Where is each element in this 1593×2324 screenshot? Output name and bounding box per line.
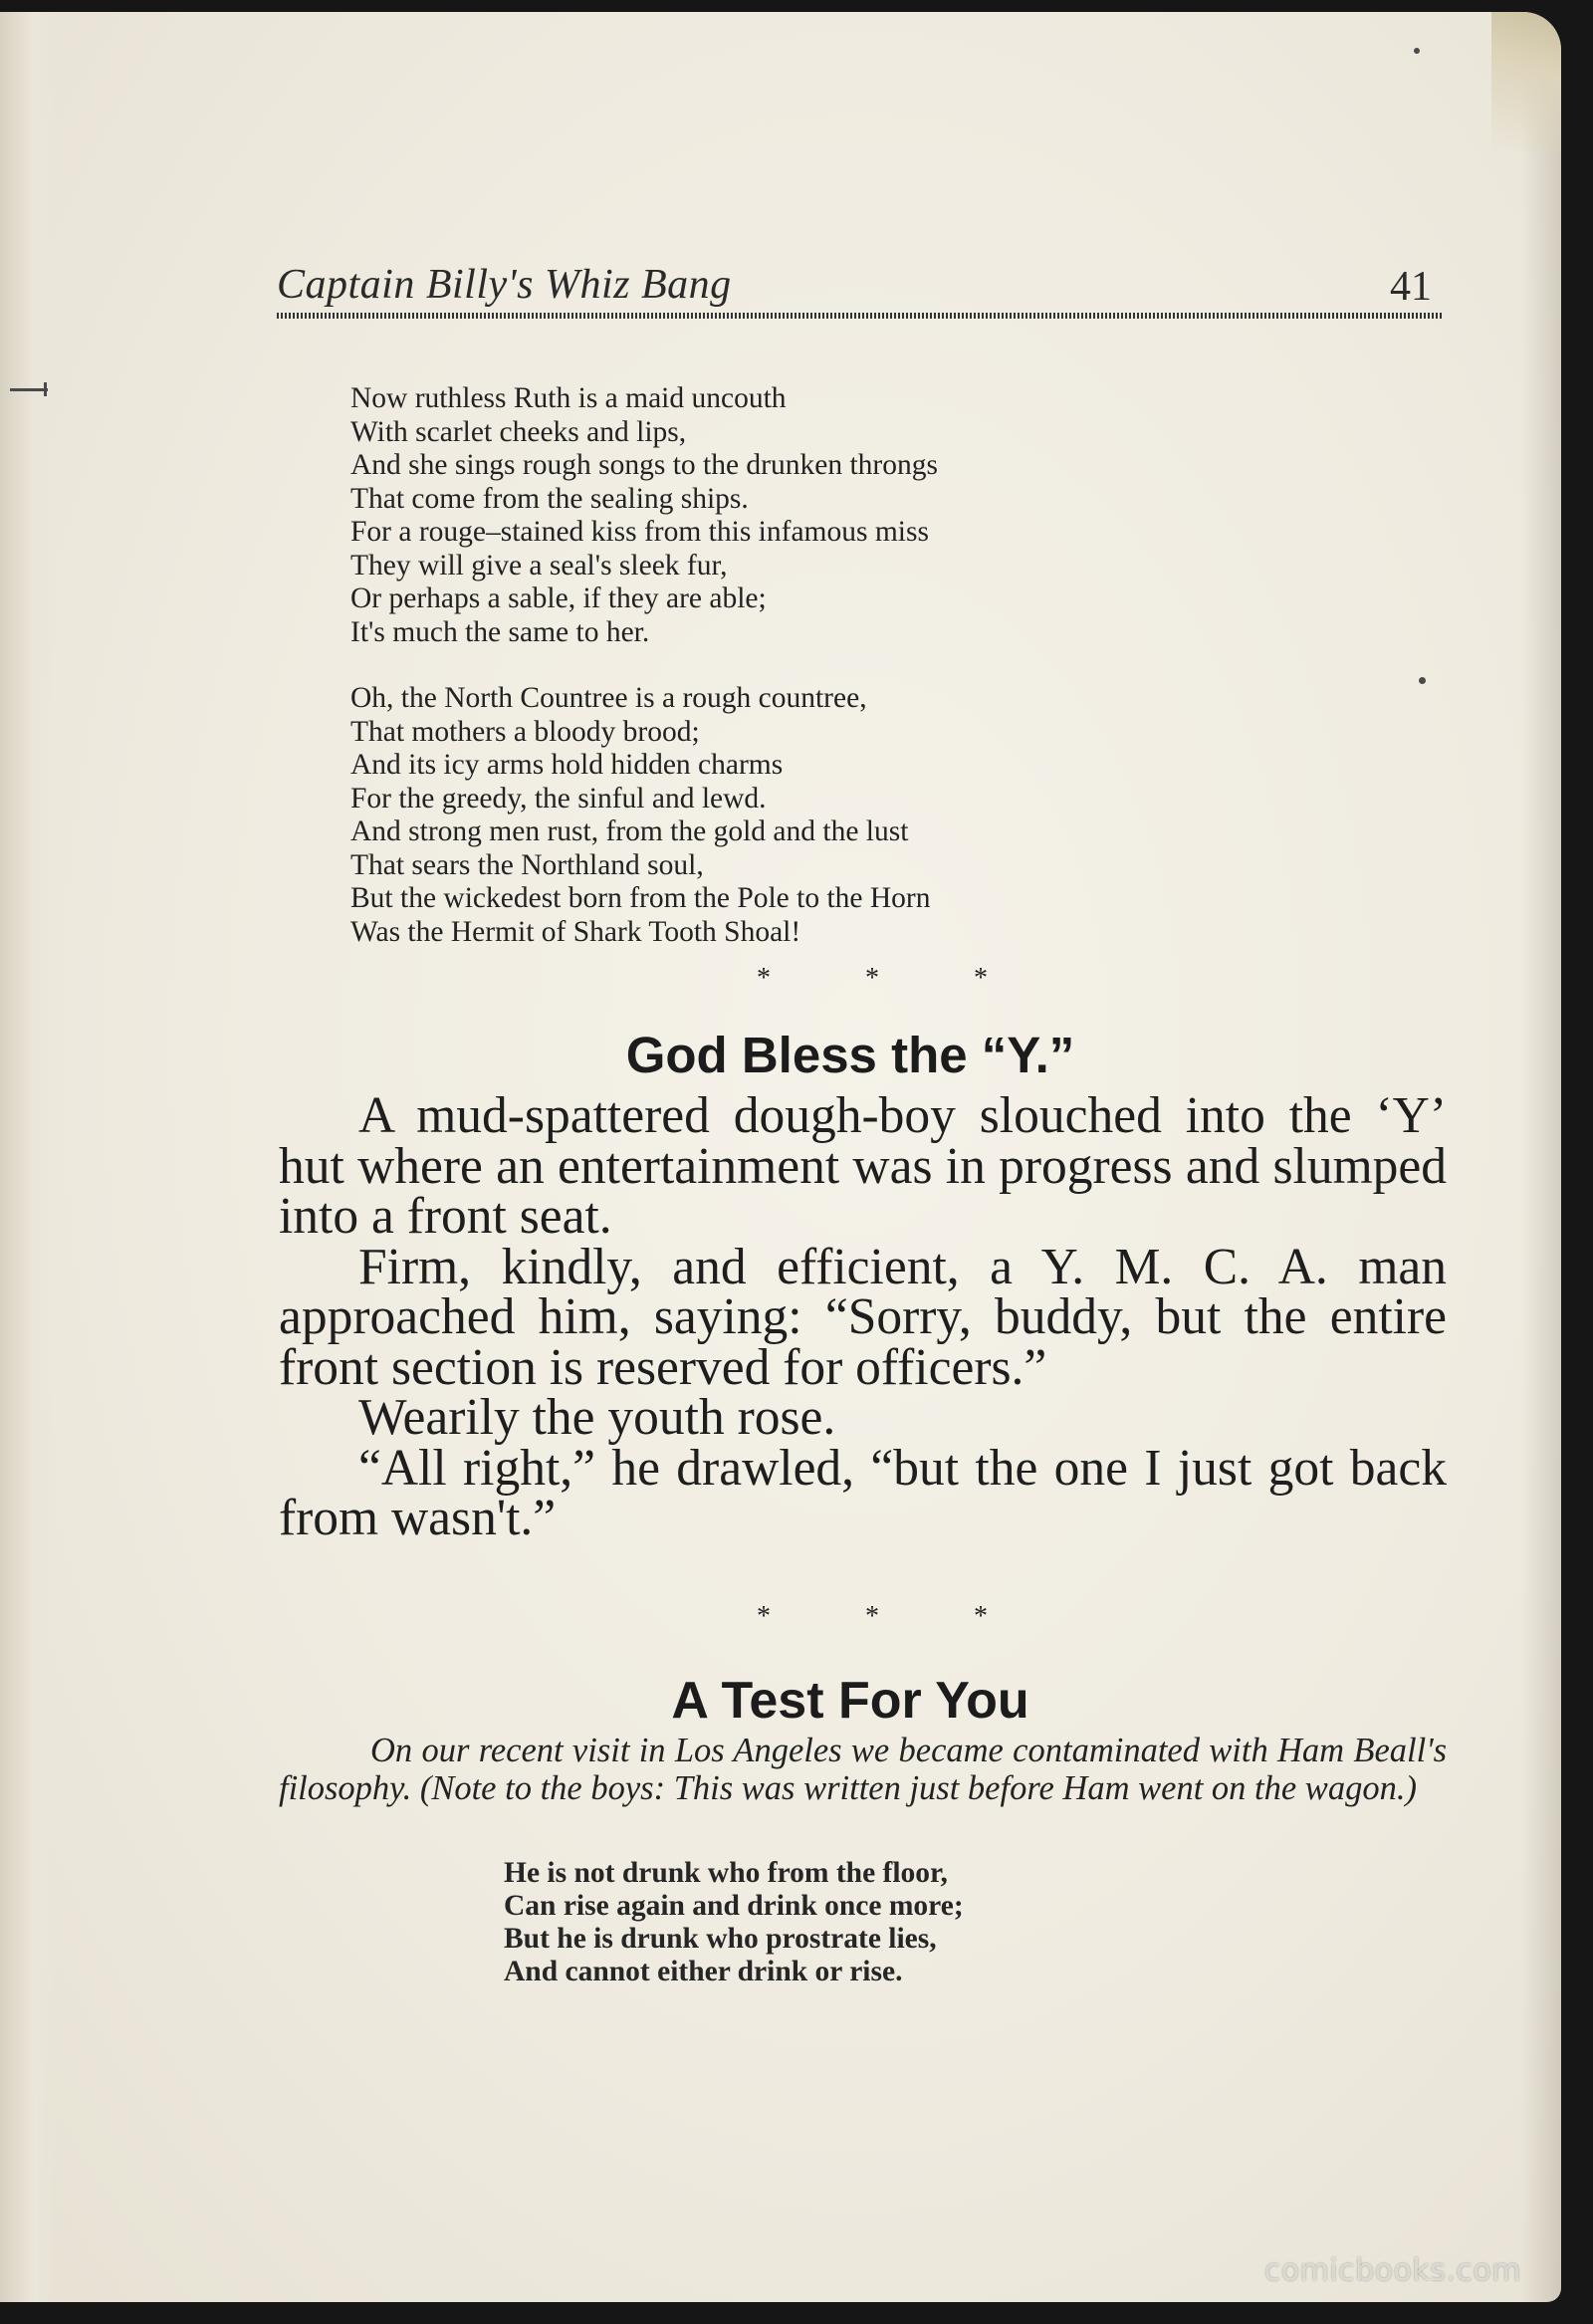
poem-line: They will give a seal's sleek fur, [350,549,728,581]
page-edge-shading [1521,12,1561,2302]
poem-line: That come from the sealing ships. [350,482,749,515]
poem-line: It's much the same to her. [350,615,650,648]
running-header [277,259,1442,319]
poem-line: That mothers a bloody brood; [350,715,700,748]
poem-line: With scarlet cheeks and lips, [350,415,687,448]
page-number: 41 [1390,264,1432,310]
verse-line: But he is drunk who prostrate lies, [504,1923,937,1955]
article-paragraph: “All right,” he drawled, “but the one I just got back from wasn't.” [279,1439,1447,1546]
article-paragraph: A mud-spattered dough-boy slouched into the ‘Y’ hut where an entertainment was in progress and slumped into a front seat. [279,1087,1447,1245]
article-body [279,1087,1447,1546]
poem-line: And she sings rough songs to the drunken throngs [350,449,938,481]
poem-line: For the greedy, the sinful and lewd. [350,782,767,814]
poem-line: Oh, the North Countree is a rough countree, [350,682,867,714]
article-paragraph: Firm, kindly, and efficient, a Y. M. C. A. man approached him, saying: “Sorry, buddy, but the entire front section is reserved for officers.” [279,1238,1447,1396]
poem-line: Was the Hermit of Shark Tooth Shoal! [350,915,801,948]
magazine-title: Captain Billy's Whiz Bang [277,262,732,308]
article-heading: A Test For You [671,1672,1029,1730]
verse [504,1857,964,1988]
article-intro: On our recent visit in Los Angeles we became contaminated with Ham Beall's filosophy. (Note to the boys: This was written just before Ham went on the wagon.) [279,1732,1447,1807]
magazine-page [0,12,1561,2302]
margin-mark [1414,48,1420,54]
poem-stanza-1 [350,382,938,649]
watermark: comicbooks.com [1263,2253,1521,2288]
header-rule [277,313,1442,319]
margin-mark [1419,677,1426,684]
poem-line: Now ruthless Ruth is a maid uncouth [350,382,787,414]
article-heading: God Bless the “Y.” [625,1027,1075,1083]
margin-mark [10,388,48,391]
poem-line: But the wickedest born from the Pole to the Horn [350,882,931,914]
poem-line: That sears the Northland soul, [350,848,704,881]
poem-line: And its icy arms hold hidden charms [350,749,784,781]
poem-line: Or perhaps a sable, if they are able; [350,582,767,614]
verse-line: Can rise again and drink once more; [504,1890,964,1922]
poem-stanza-2 [350,682,931,949]
article-paragraph: Wearily the youth rose. [358,1389,836,1446]
margin-mark [44,382,47,396]
verse-line: And cannot either drink or rise. [504,1956,903,1987]
verse-line: He is not drunk who from the floor, [504,1857,948,1889]
page-corner-wear [1491,12,1561,151]
poem-line: For a rouge–stained kiss from this infamous miss [350,516,929,548]
page-spine-shading [0,12,56,2302]
section-separator: * * * [757,1601,1031,1632]
section-separator: * * * [757,963,1031,994]
poem-line: And strong men rust, from the gold and the lust [350,815,909,847]
